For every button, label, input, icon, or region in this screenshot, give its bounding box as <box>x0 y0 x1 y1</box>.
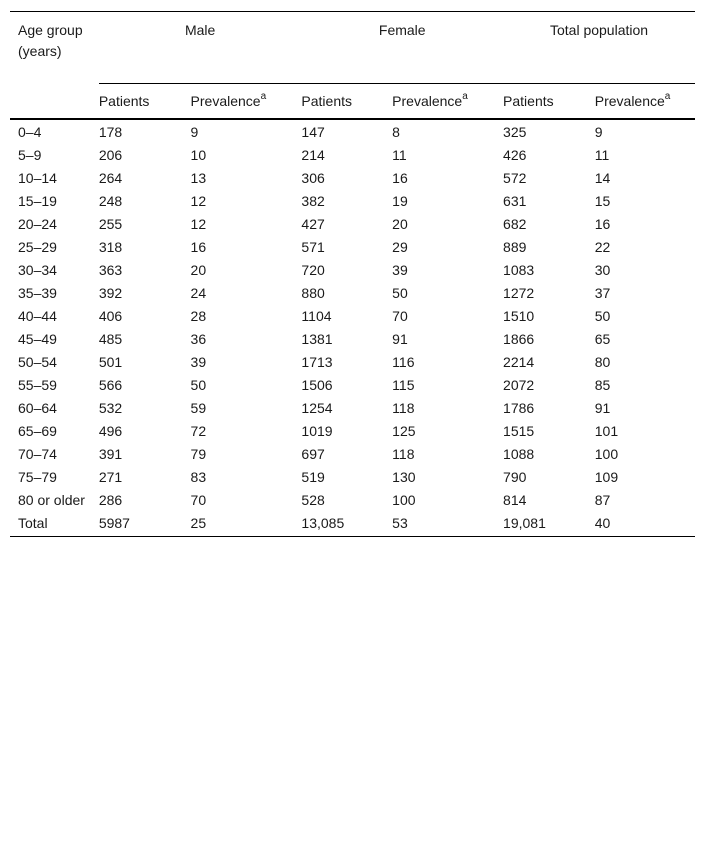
age-group-cell: 65–69 <box>18 423 57 439</box>
total-patients-cell: 1786 <box>503 400 535 416</box>
female-patients-cell: 519 <box>301 469 325 485</box>
female-patients-cell: 528 <box>301 492 325 508</box>
age-group-cell: 20–24 <box>18 216 57 232</box>
total-patients-cell: 1088 <box>503 446 535 462</box>
age-group-cell: 45–49 <box>18 331 57 347</box>
female-prevalence-cell: 118 <box>392 400 415 416</box>
male-patients-cell: 532 <box>98 400 123 416</box>
total-patients-cell: 790 <box>503 469 527 485</box>
female-prevalence-cell: 16 <box>392 170 408 186</box>
female-patients-cell: 382 <box>301 193 325 209</box>
table-row <box>10 281 695 304</box>
age-group-cell: 60–64 <box>18 400 57 416</box>
age-group-cell: Total <box>10 511 99 537</box>
table-row <box>10 166 695 189</box>
female-prevalence-cell: 125 <box>392 423 416 439</box>
male-prevalence-cell: 12 <box>190 216 207 232</box>
female-prevalence-cell: 115 <box>392 377 415 393</box>
total-patients-cell: 572 <box>503 170 527 186</box>
female-prevalence-cell: 91 <box>392 331 408 347</box>
table-row <box>10 419 695 442</box>
female-prevalence-cell: 19 <box>392 193 408 209</box>
table-row <box>10 327 695 350</box>
female-patients-cell: 214 <box>301 147 325 163</box>
male-patients-cell: 501 <box>98 354 123 370</box>
total-prevalence-cell: 16 <box>594 216 611 232</box>
male-patients-cell: 566 <box>98 377 123 393</box>
female-prevalence-header: Prevalence$^a$ <box>392 84 503 120</box>
age-group-cell: 25–29 <box>18 239 57 255</box>
total-patients-cell: 631 <box>503 193 527 209</box>
table-row <box>10 304 695 327</box>
male-patients-cell: 496 <box>98 423 123 439</box>
table-row <box>10 212 695 235</box>
female-prevalence-cell: 70 <box>392 308 408 324</box>
total-patients-cell: 1510 <box>503 308 535 324</box>
total-prevalence-cell: 22 <box>594 239 611 255</box>
table-row <box>10 465 695 488</box>
female-prevalence-cell: 50 <box>392 285 408 301</box>
total-patients-cell: 426 <box>503 147 527 163</box>
age-group-header: Age group (years) <box>10 12 99 120</box>
male-prevalence-cell: 79 <box>190 446 207 462</box>
total-prevalence-cell: 50 <box>594 308 611 324</box>
female-patients-cell: 147 <box>301 124 325 140</box>
table-row <box>10 396 695 419</box>
female-patients-cell: 13,085 <box>301 511 392 537</box>
male-prevalence-cell: 25 <box>191 511 302 537</box>
male-patients-cell: 255 <box>98 216 123 232</box>
total-prevalence-header: Prevalence$^a$ <box>595 84 695 120</box>
age-group-cell: 75–79 <box>18 469 57 485</box>
total-patients-cell: 1515 <box>503 423 535 439</box>
total-group-header: Total population <box>503 12 695 84</box>
total-prevalence-cell: 109 <box>594 469 619 485</box>
age-group-cell: 80 or older <box>18 492 85 508</box>
male-patients-cell: 271 <box>98 469 123 485</box>
total-prevalence-cell: 65 <box>594 331 611 347</box>
total-patients-cell: 1272 <box>503 285 535 301</box>
age-group-cell: 15–19 <box>18 193 57 209</box>
male-patients-cell: 318 <box>98 239 123 255</box>
total-patients-cell: 682 <box>503 216 527 232</box>
table-row <box>10 442 695 465</box>
male-patients-cell: 392 <box>98 285 123 301</box>
table-row <box>10 189 695 212</box>
total-prevalence-cell: 15 <box>594 193 611 209</box>
male-patients-cell: 286 <box>98 492 123 508</box>
male-patients-cell: 264 <box>98 170 123 186</box>
age-group-cell: 35–39 <box>18 285 57 301</box>
male-prevalence-cell: 59 <box>190 400 207 416</box>
female-patients-header: Patients <box>301 84 392 120</box>
total-prevalence-cell: 9 <box>594 124 603 140</box>
age-group-cell: 30–34 <box>18 262 57 278</box>
total-prevalence-cell: 87 <box>594 492 611 508</box>
female-prevalence-cell: 39 <box>392 262 408 278</box>
female-patients-cell: 1506 <box>301 377 333 393</box>
table-row <box>10 373 695 396</box>
female-prevalence-cell: 29 <box>392 239 408 255</box>
total-prevalence-cell: 80 <box>594 354 611 370</box>
total-patients-cell: 1866 <box>503 331 535 347</box>
male-prevalence-cell: 50 <box>190 377 207 393</box>
female-patients-cell: 571 <box>301 239 325 255</box>
male-prevalence-cell: 10 <box>190 147 207 163</box>
total-prevalence-cell: 101 <box>594 423 619 439</box>
total-prevalence-cell: 91 <box>594 400 611 416</box>
age-group-cell: 70–74 <box>18 446 57 462</box>
total-patients-cell: 325 <box>503 124 527 140</box>
male-patients-cell: 206 <box>98 147 123 163</box>
female-patients-cell: 1104 <box>301 308 332 324</box>
table-row <box>10 143 695 166</box>
male-patients-cell: 406 <box>98 308 123 324</box>
table-row <box>10 350 695 373</box>
total-patients-cell: 2072 <box>503 377 535 393</box>
male-prevalence-cell: 72 <box>190 423 207 439</box>
total-patients-cell: 1083 <box>503 262 535 278</box>
male-patients-cell: 485 <box>98 331 123 347</box>
female-prevalence-cell: 130 <box>392 469 416 485</box>
total-prevalence-cell: 14 <box>594 170 611 186</box>
female-patients-cell: 427 <box>301 216 325 232</box>
age-group-cell: 55–59 <box>18 377 57 393</box>
female-patients-cell: 697 <box>301 446 325 462</box>
male-prevalence-cell: 70 <box>190 492 207 508</box>
total-patients-cell: 889 <box>503 239 527 255</box>
table-body <box>10 119 695 537</box>
female-prevalence-cell: 118 <box>392 446 415 462</box>
total-patients-cell: 814 <box>503 492 527 508</box>
male-prevalence-cell: 13 <box>190 170 207 186</box>
prevalence-table <box>10 11 695 537</box>
male-patients-cell: 5987 <box>99 511 191 537</box>
total-patients-header: Patients <box>503 84 595 120</box>
male-patients-cell: 391 <box>98 446 123 462</box>
total-prevalence-cell: 11 <box>594 147 610 163</box>
age-group-cell: 0–4 <box>18 124 42 140</box>
female-prevalence-cell: 116 <box>392 354 415 370</box>
male-group-header: Male <box>99 12 302 84</box>
female-prevalence-cell: 53 <box>392 511 503 537</box>
male-prevalence-header: Prevalence$^a$ <box>191 84 302 120</box>
male-patients-cell: 178 <box>98 124 123 140</box>
male-prevalence-cell: 12 <box>190 193 207 209</box>
table-row <box>10 235 695 258</box>
total-prevalence-cell: 30 <box>594 262 611 278</box>
female-group-header: Female <box>301 12 503 84</box>
female-patients-cell: 1381 <box>301 331 333 347</box>
male-prevalence-cell: 36 <box>190 331 207 347</box>
total-patients-cell: 19,081 <box>503 511 595 537</box>
male-patients-header: Patients <box>99 84 191 120</box>
table-row <box>10 511 695 537</box>
male-prevalence-cell: 83 <box>190 469 207 485</box>
male-prevalence-cell: 39 <box>190 354 207 370</box>
female-patients-cell: 1254 <box>301 400 333 416</box>
total-prevalence-cell: 100 <box>594 446 619 462</box>
group-header-row <box>10 12 695 84</box>
female-prevalence-cell: 20 <box>392 216 408 232</box>
female-patients-cell: 880 <box>301 285 325 301</box>
female-patients-cell: 306 <box>301 170 325 186</box>
female-patients-cell: 1019 <box>301 423 333 439</box>
female-prevalence-cell: 8 <box>392 124 400 140</box>
male-prevalence-cell: 20 <box>190 262 207 278</box>
female-prevalence-cell: 11 <box>392 147 407 163</box>
female-prevalence-cell: 100 <box>392 492 416 508</box>
male-patients-cell: 363 <box>98 262 123 278</box>
total-prevalence-cell: 85 <box>594 377 611 393</box>
male-prevalence-cell: 16 <box>190 239 207 255</box>
table-row <box>10 119 695 143</box>
age-group-cell: 40–44 <box>18 308 57 324</box>
male-prevalence-cell: 28 <box>190 308 207 324</box>
male-patients-cell: 248 <box>98 193 123 209</box>
male-prevalence-cell: 24 <box>190 285 207 301</box>
table-row <box>10 488 695 511</box>
age-group-cell: 10–14 <box>18 170 57 186</box>
age-group-cell: 50–54 <box>18 354 57 370</box>
total-patients-cell: 2214 <box>503 354 535 370</box>
age-group-cell: 5–9 <box>18 147 42 163</box>
total-prevalence-cell: 37 <box>594 285 611 301</box>
male-prevalence-cell: 9 <box>190 124 199 140</box>
female-patients-cell: 720 <box>301 262 325 278</box>
total-prevalence-cell: 40 <box>595 511 695 537</box>
female-patients-cell: 1713 <box>301 354 333 370</box>
table-row <box>10 258 695 281</box>
column-header-row <box>10 84 695 120</box>
